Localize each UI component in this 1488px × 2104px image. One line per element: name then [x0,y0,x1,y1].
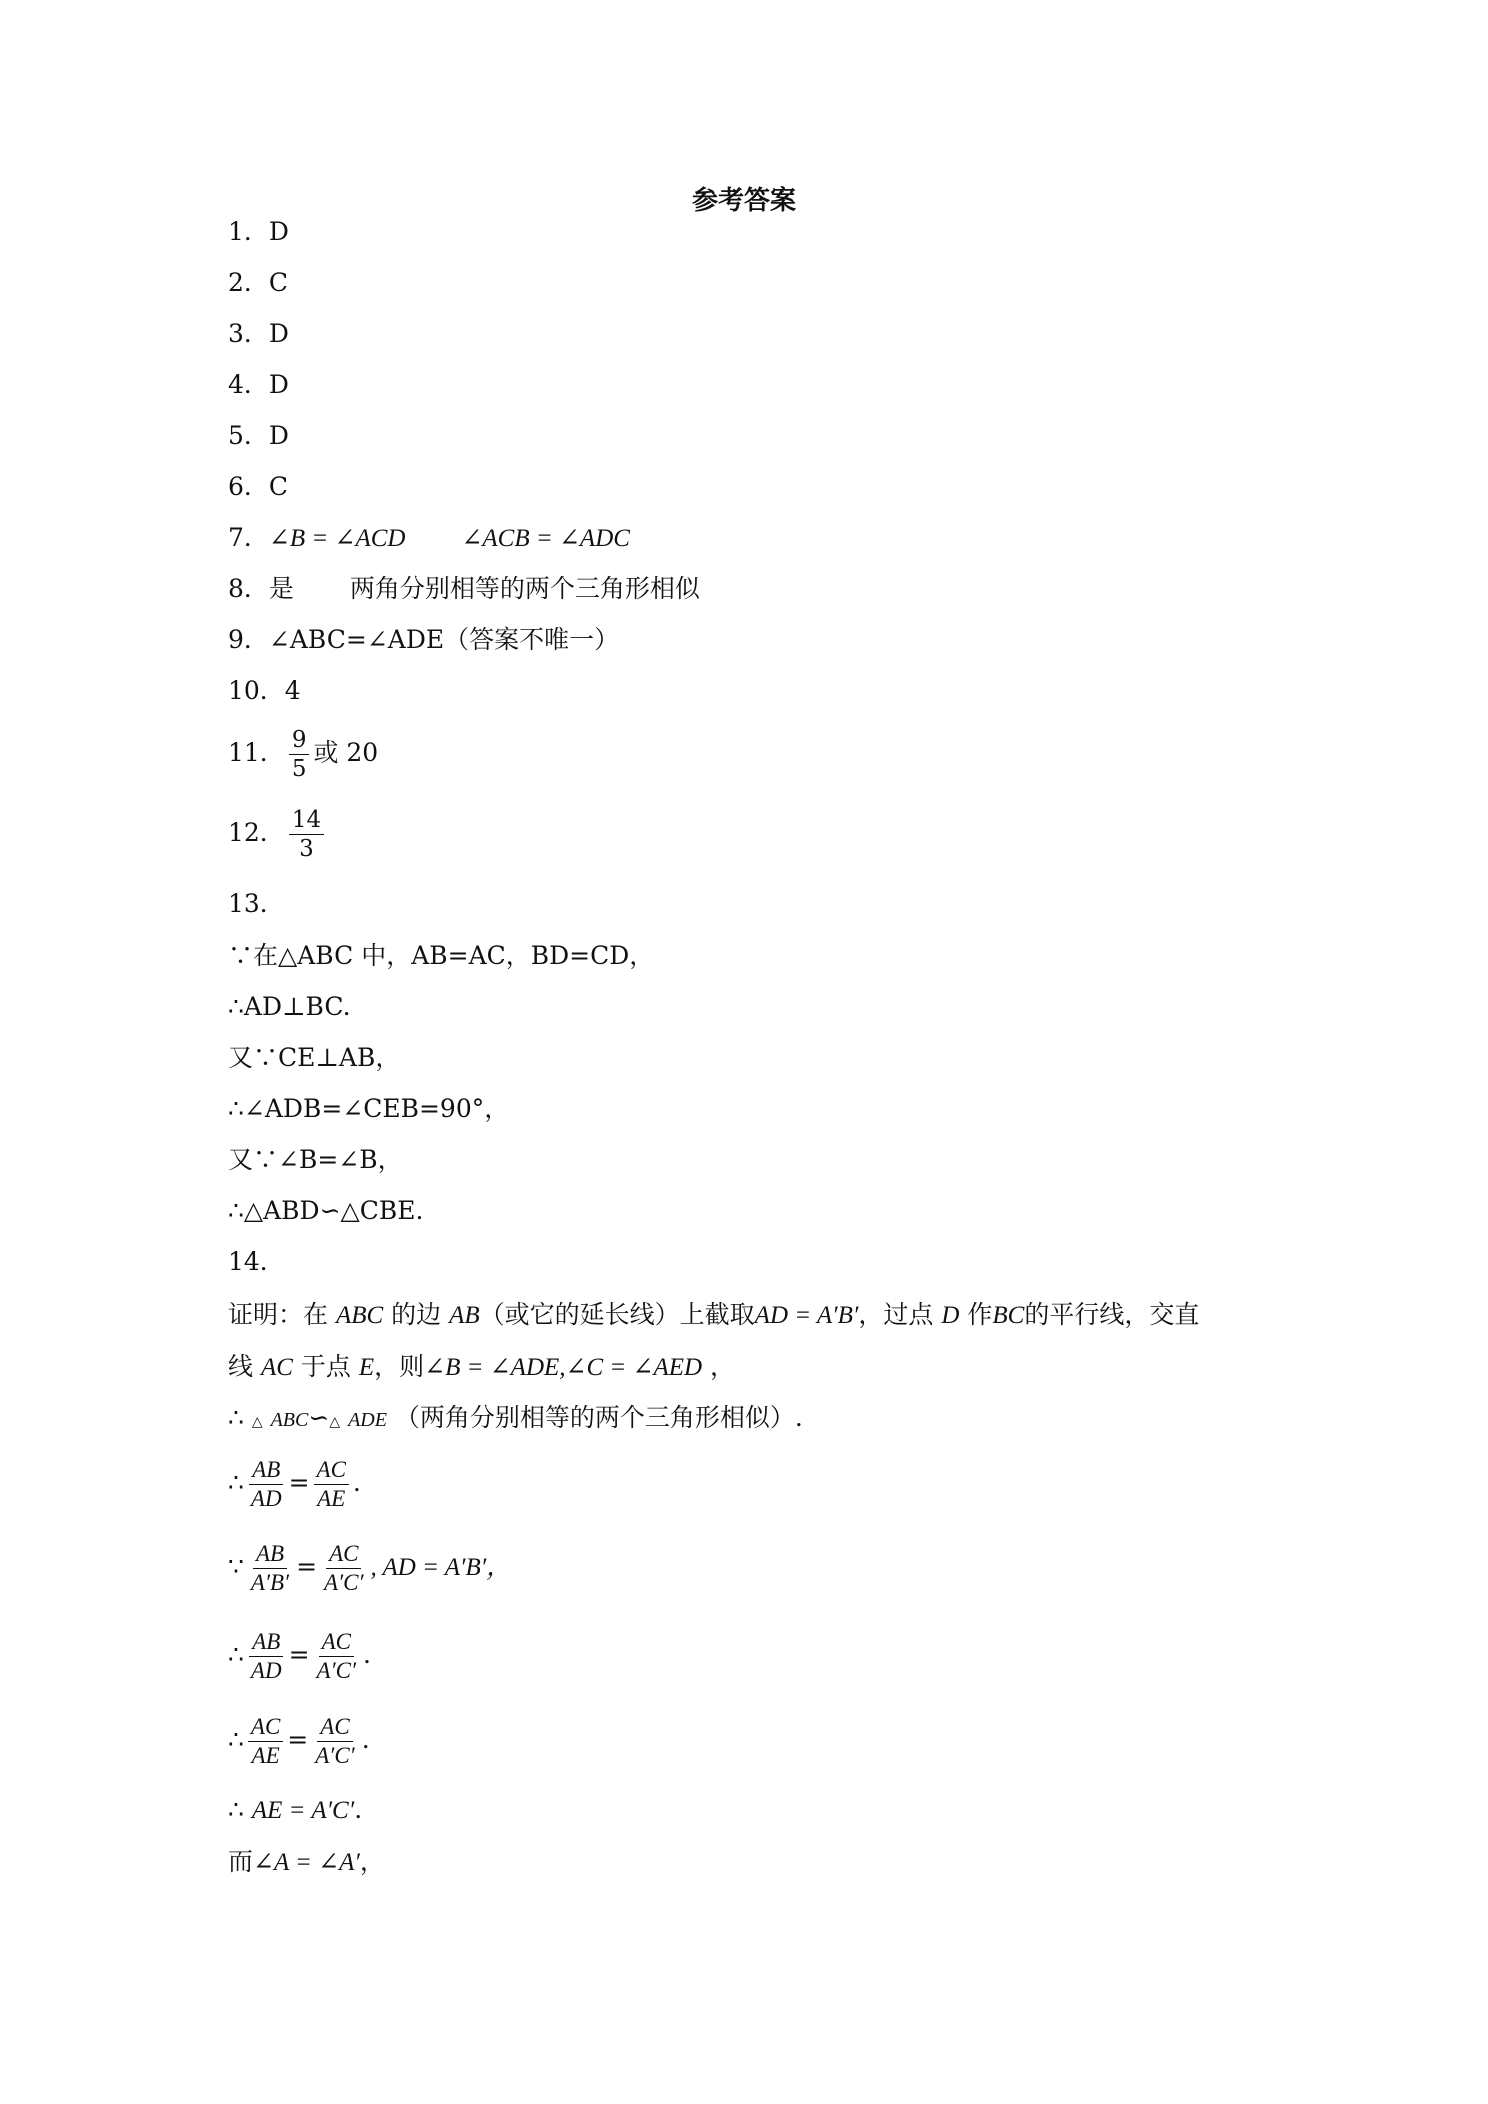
proof-text: （两角分别相等的两个三角形相似）. [394,1403,803,1432]
fraction [321,1540,366,1597]
answer-12-fraction [289,806,324,863]
answer-5: 5．D [228,421,289,450]
proof-math: AD = A′B′ [754,1302,859,1329]
period: . [354,1795,363,1824]
proof-text: ， [710,1352,736,1381]
proof-math: AE = A′C′ [251,1797,355,1824]
proof-line-3 [228,1402,803,1438]
fraction-numerator: AB [249,1628,283,1657]
answer-11-number: 11． [228,738,285,767]
fraction [248,1456,285,1513]
fraction [248,1713,283,1770]
proof-math: AC [260,1354,293,1381]
page-title: 参考答案 [691,186,796,216]
answer-8-number: 8．是 [228,574,294,603]
therefore-symbol: ∴ [228,1725,244,1754]
proof-math: ABC [335,1302,384,1329]
proof-line-5 [228,1540,511,1597]
fraction-denominator: AE [251,1743,280,1768]
fraction [314,1456,349,1513]
answer-6: 6．C [228,472,289,501]
equals-sign: = [287,1725,309,1754]
fraction-denominator: AE [317,1486,346,1511]
answer-7-part-2: ∠ACB = ∠ADC [461,525,630,552]
proof-math: ABC [270,1409,309,1431]
proof-text: ，则 [374,1352,425,1381]
answer-11 [228,726,378,783]
proof-text: ，过点 [858,1300,934,1329]
answer-10: 10．4 [228,676,301,705]
answer-13-line-5: 又∵∠B=∠B， [228,1145,403,1174]
fraction [248,1628,285,1685]
fraction-denominator: A′C′ [324,1570,364,1595]
fraction-denominator: AD [250,1658,282,1683]
answer-13-number: 13． [228,889,285,918]
therefore-symbol: ∴ [228,1468,244,1497]
answer-4: 4．D [228,370,289,399]
answer-7-part-1: ∠B = ∠ACD [268,525,406,552]
proof-line-2 [228,1351,735,1384]
answer-14-number: 14． [228,1247,285,1276]
answer-8 [228,573,700,605]
equals-sign: = [288,1468,310,1497]
proof-line-4 [228,1456,361,1513]
proof-line-8 [228,1794,362,1827]
fraction-numerator: AC [326,1540,361,1569]
proof-line-6 [228,1628,371,1685]
answer-13-line-4: ∴∠ADB=∠CEB=90°， [228,1094,510,1123]
answer-13-line-3: 又∵CE⊥AB， [228,1043,401,1072]
proof-math: ADE [348,1409,387,1431]
fraction-numerator: AC [317,1713,352,1742]
answer-11-rest: 或 20 [313,738,379,767]
fraction-numerator: 14 [289,806,324,835]
proof-math: BC [992,1302,1025,1329]
proof-text: 的平行线，交直 [1024,1300,1200,1329]
proof-text: 证明：在 [228,1300,329,1329]
proof-line-1 [228,1299,1199,1332]
answer-3: 3．D [228,319,289,348]
answer-13-line-2: ∴AD⊥BC. [228,992,351,1021]
period: . [361,1725,370,1754]
fraction-denominator: A′C′ [316,1658,356,1683]
proof-math: AB [449,1302,480,1329]
triangle-icon: △ [251,1414,263,1430]
fraction-numerator: 9 [289,726,310,755]
answer-8-text: 两角分别相等的两个三角形相似 [349,574,700,603]
answer-2: 2．C [228,268,289,297]
fraction-denominator: 5 [291,756,307,782]
fraction-denominator: 3 [299,836,314,862]
proof-text: 作 [967,1300,993,1329]
therefore-symbol: ∴ [228,1403,244,1432]
proof-math: ∠B = ∠ADE,∠C = ∠AED [424,1354,703,1381]
period: . [352,1468,361,1497]
proof-text: 的边 [391,1300,442,1329]
fraction-denominator: AD [250,1486,282,1511]
period: . [362,1640,371,1669]
therefore-symbol: ∴ [228,1640,244,1669]
fraction-denominator: A′B′ [250,1570,290,1595]
similar-symbol: ∽ [308,1403,330,1432]
proof-line-9 [228,1846,385,1879]
answer-7-number: 7． [228,523,269,552]
answer-9: 9．∠ABC=∠ADE（答案不唯一） [228,625,620,654]
equals-sign: = [296,1552,318,1581]
fraction-numerator: AB [249,1456,283,1485]
answer-7 [228,522,630,555]
fraction-numerator: AB [253,1540,287,1569]
fraction-numerator: AC [319,1628,354,1657]
proof-text: 于点 [300,1352,351,1381]
because-symbol: ∵ [228,1552,244,1581]
answer-12-number: 12． [228,818,285,847]
fraction [248,1540,292,1597]
triangle-icon: △ [329,1414,341,1430]
answer-13-line-6: ∴△ABD∽△CBE. [228,1196,424,1225]
answer-13-line-1: ∵在△ABC 中，AB=AC，BD=CD， [228,941,655,970]
fraction [312,1713,357,1770]
proof-math: E [358,1354,375,1381]
proof-line-7 [228,1713,370,1770]
therefore-symbol: ∴ [228,1795,244,1824]
proof-text: ， [359,1847,385,1876]
answer-11-fraction [289,726,310,783]
proof-math: ∠A = ∠A′ [253,1849,360,1876]
equals-sign: = [288,1640,310,1669]
proof-math: , AD = A′B′， [370,1554,512,1581]
answer-1: 1．D [228,217,289,246]
fraction [314,1628,359,1685]
fraction-numerator: AC [314,1456,349,1485]
proof-text: 线 [228,1352,254,1381]
fraction-numerator: AC [248,1713,283,1742]
proof-text: （或它的延长线）上截取 [479,1300,755,1329]
proof-text: 而 [228,1847,254,1876]
fraction-denominator: A′C′ [315,1743,355,1768]
proof-math: D [941,1302,960,1329]
answer-12 [228,806,328,863]
